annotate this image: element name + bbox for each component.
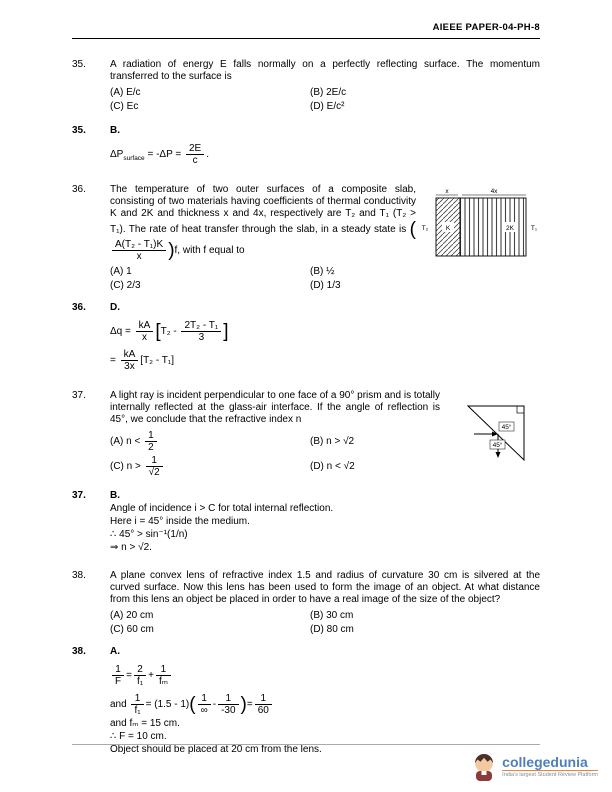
fraction-denominator: 3 — [198, 332, 205, 343]
fraction-denominator: f₁ — [134, 705, 141, 716]
question-36 — [72, 184, 540, 292]
option-a: (A) 20 cm — [110, 610, 154, 621]
mascot-icon — [471, 752, 497, 782]
eq-text: - — [212, 699, 217, 711]
composite-slab-diagram — [418, 184, 540, 264]
answer-body — [110, 125, 540, 168]
slab-x-label: x — [445, 188, 449, 195]
fraction — [181, 320, 221, 343]
answer-letter: A. — [110, 646, 120, 657]
eq-text: = (1.5 - 1) — [145, 699, 190, 711]
answer-line: ⇒ n > √2. — [110, 542, 152, 553]
answer-number: 35. — [72, 125, 86, 136]
bracket-close: ] — [223, 321, 229, 342]
question-body — [110, 570, 540, 636]
answer-number: 36. — [72, 302, 86, 313]
option-d: (D) n < √2 — [310, 460, 355, 472]
question-35 — [72, 59, 540, 113]
answer-36 — [72, 302, 540, 374]
fraction-denominator: 3x — [124, 361, 135, 372]
fraction — [134, 664, 146, 687]
logo-text — [502, 755, 598, 779]
fraction — [112, 239, 166, 262]
question-body — [110, 59, 540, 113]
options — [110, 87, 540, 113]
fraction-denominator: x — [136, 251, 142, 262]
bracket-open: [ — [155, 321, 161, 342]
fraction-numerator: kA — [136, 320, 154, 332]
answer-37 — [72, 490, 540, 554]
fraction — [145, 430, 157, 453]
options — [110, 266, 540, 292]
answer-38 — [72, 646, 540, 756]
header-divider — [72, 38, 540, 39]
answer-line: ∴ F = 10 cm. — [110, 731, 167, 742]
answer-body — [110, 302, 540, 374]
fraction-numerator: 2T₂ - T₁ — [181, 320, 221, 332]
brand-tagline: India's largest Student Review Platform — [502, 772, 598, 778]
reflected-ray-arrowhead — [496, 452, 501, 458]
slab-2k-label: 2K — [506, 225, 514, 232]
answer-36-equation-line1 — [110, 320, 540, 343]
fraction-numerator: 1 — [146, 455, 163, 467]
option-a: (A) 1 — [110, 266, 132, 277]
slab-4x-label: 4x — [490, 188, 498, 195]
paper-title: AIEEE PAPER-04-PH-8 — [432, 22, 540, 33]
answer-number: 37. — [72, 490, 86, 501]
fraction-denominator: F — [115, 676, 122, 687]
paren-close: ) — [240, 694, 247, 715]
brand-name: collegedunia — [502, 754, 588, 770]
fraction-denominator: f₁ — [136, 676, 144, 687]
option-d: (D) 80 cm — [310, 624, 354, 635]
question-text-part: f, with f equal to — [174, 245, 245, 257]
question-text-part: The temperature of two outer surfaces of a composite slab, consisting of two materials having coefficients of thermal conductivity K and 2K and thickness x and 4x, respectively are T₂ and T₁ (T₂ > T₁). The rate of heat transfer through the slab, in a steady state is — [110, 184, 416, 236]
fraction-numerator: 1 — [112, 664, 124, 676]
eq-text: = — [246, 699, 253, 711]
answer-36-equation-line2 — [110, 349, 540, 372]
fraction — [156, 664, 171, 687]
right-angle-mark — [517, 406, 524, 413]
slab-k-label: K — [445, 225, 451, 232]
answer-line: and fₘ = 15 cm. — [110, 718, 180, 729]
question-number: 35. — [72, 59, 86, 70]
question-text: A plane convex lens of refractive index 1.5 and radius of curvature 30 cm is silvered at the curved surface. Now this lens has been used to form the image of an object. At what distance from this lens an object be placed in order to have a real image of the size of the object? — [110, 570, 540, 605]
answer-body — [110, 646, 540, 756]
question-text — [110, 184, 416, 262]
fraction-denominator: ∞ — [200, 705, 208, 716]
answer-35 — [72, 125, 540, 168]
question-text: A radiation of energy E falls normally on a perfectly reflecting surface. The momentum transferred to the surface is — [110, 59, 540, 82]
fraction-numerator: 2 — [134, 664, 146, 676]
fraction-denominator: x — [141, 332, 147, 343]
options — [110, 610, 540, 636]
question-body — [110, 390, 540, 478]
footer-divider — [72, 744, 540, 745]
fraction — [136, 320, 154, 343]
option-d: (D) E/c² — [310, 101, 345, 112]
answer-35-equation — [110, 143, 540, 166]
fraction-numerator: 1 — [255, 693, 272, 705]
question-number: 38. — [72, 570, 86, 581]
fraction — [186, 143, 204, 166]
fraction — [198, 693, 211, 716]
paren-open: ( — [189, 694, 196, 715]
fraction-denominator: √2 — [148, 467, 160, 478]
fraction-numerator: kA — [121, 349, 139, 361]
eq-text: = — [126, 670, 132, 682]
option-c: (C) 2/3 — [110, 280, 141, 291]
fraction-numerator: 1 — [218, 693, 238, 705]
answer-letter: B. — [110, 490, 120, 501]
answer-line: Object should be placed at 20 cm from the lens. — [110, 744, 322, 755]
paren-close: ) — [168, 240, 175, 261]
question-number: 36. — [72, 184, 86, 195]
fraction-numerator: 1 — [145, 430, 157, 442]
angle-top-label: 45° — [501, 424, 512, 431]
question-body — [110, 184, 540, 292]
eq-term — [110, 149, 184, 163]
eq-text: and — [110, 699, 130, 711]
slab-t1-label: T₁ — [530, 225, 538, 232]
fraction-numerator: 2E — [186, 143, 204, 155]
prism-outline — [468, 406, 524, 460]
fraction-denominator: c — [192, 155, 198, 166]
question-number: 37. — [72, 390, 86, 401]
option-text: (A) n < — [110, 436, 144, 448]
eq-text: = — [110, 355, 119, 367]
option-text: (C) n > — [110, 461, 144, 473]
answer-letter: D. — [110, 302, 120, 313]
fraction — [112, 664, 124, 687]
answer-38-equation-line2 — [110, 693, 540, 716]
page-footer — [72, 744, 612, 788]
fraction-numerator: 1 — [131, 693, 143, 705]
eq-text: [T₂ - T₁] — [140, 355, 175, 367]
option-c: (C) Ec — [110, 101, 139, 112]
eq-text: Δq = — [110, 326, 134, 338]
fraction — [255, 693, 272, 716]
page-header — [72, 22, 540, 39]
option-b: (B) 2E/c — [310, 87, 347, 98]
answer-line: Here i = 45° inside the medium. — [110, 516, 250, 527]
fraction-numerator: A(T₂ - T₁)K — [112, 239, 166, 251]
answer-38-equation-line1 — [110, 664, 540, 687]
fraction — [146, 455, 163, 478]
option-c: (C) 60 cm — [110, 624, 154, 635]
option-b: (B) ½ — [310, 266, 335, 277]
answer-letter: B. — [110, 125, 120, 136]
fraction-numerator: 1 — [198, 693, 211, 705]
collegedunia-logo — [471, 752, 598, 782]
eq-text: + — [148, 670, 154, 682]
eq-text: = -ΔP = — [144, 149, 184, 161]
eq-text: T₂ - — [160, 326, 180, 338]
paren-open: ( — [409, 219, 416, 240]
eq-subscript: surface — [123, 155, 145, 163]
option-b: (B) n > √2 — [310, 435, 355, 447]
option-a — [110, 430, 310, 453]
eq-text: . — [206, 149, 209, 161]
fraction-denominator: 60 — [257, 705, 269, 716]
question-text: A light ray is incident perpendicular to one face of a 90° prism and is totally internally reflected at the glass-air interface. If the angle of reflection is 45°, we conclude that the refractive index n — [110, 390, 440, 425]
angle-bottom-label: 45° — [492, 442, 503, 449]
fraction — [131, 693, 143, 716]
option-c — [110, 455, 310, 478]
question-37 — [72, 390, 540, 478]
answer-line: Angle of incidence i > C for total internal reflection. — [110, 503, 334, 514]
option-b: (B) 30 cm — [310, 610, 354, 621]
answer-number: 38. — [72, 646, 86, 657]
option-a: (A) E/c — [110, 87, 141, 98]
fraction-denominator: fₘ — [158, 676, 168, 687]
option-d: (D) 1/3 — [310, 280, 341, 291]
eq-text: ΔP — [110, 149, 124, 161]
slab-t2-label: T₂ — [421, 225, 429, 232]
prism-diagram — [454, 400, 540, 464]
fraction — [121, 349, 139, 372]
fraction-denominator: -30 — [221, 705, 236, 716]
answer-body — [110, 490, 540, 554]
answer-line: ∴ 45° > sin⁻¹(1/n) — [110, 529, 188, 540]
fraction-denominator: 2 — [148, 442, 154, 453]
fraction — [218, 693, 238, 716]
page-content — [72, 22, 540, 756]
question-38 — [72, 570, 540, 636]
fraction-numerator: 1 — [156, 664, 171, 676]
